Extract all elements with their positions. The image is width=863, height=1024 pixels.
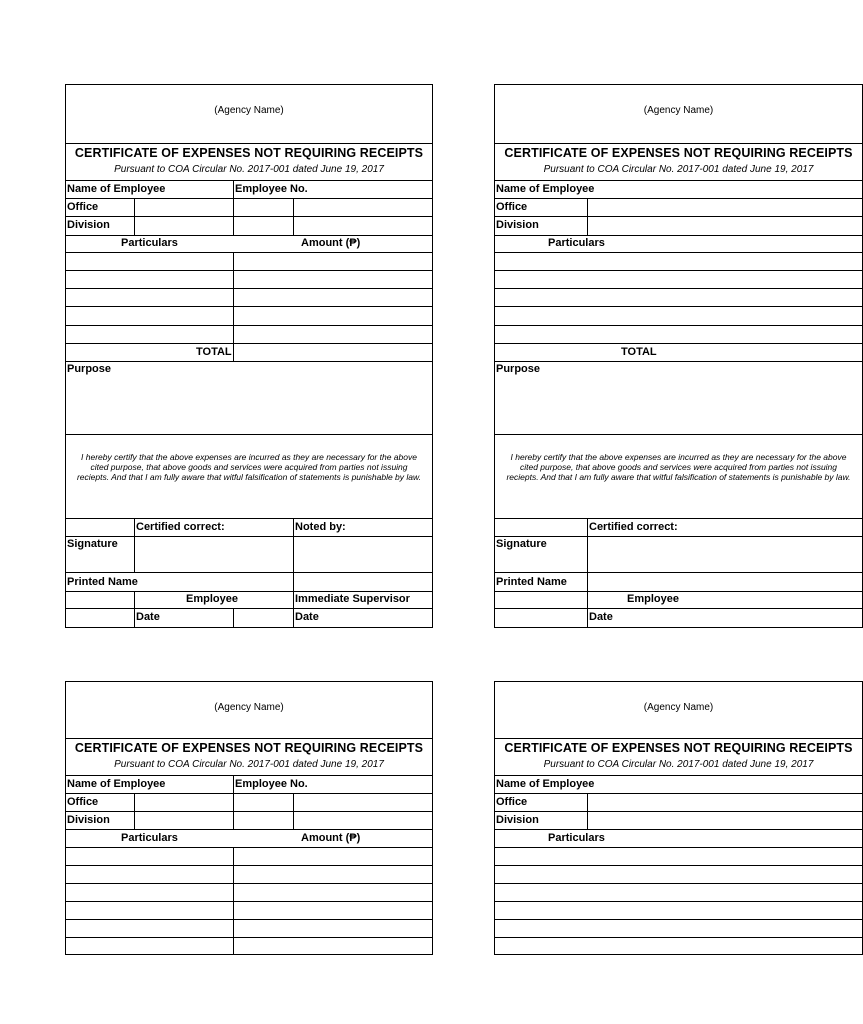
employee-no-label: Employee No. [235, 183, 308, 195]
particulars-header: Particulars [548, 832, 605, 844]
signature-label: Signature [496, 538, 547, 550]
employee-label: Employee [186, 593, 238, 605]
particulars-header: Particulars [121, 832, 178, 844]
name-of-employee-label: Name of Employee [496, 778, 595, 790]
amount-header: Amount (₱) [301, 832, 361, 844]
certificate-form-top-right [494, 84, 853, 646]
employee-date-label: Date [136, 611, 160, 623]
certificate-form-top-left [65, 84, 434, 646]
name-of-employee-label: Name of Employee [67, 183, 166, 195]
amount-header: Amount (₱) [301, 237, 361, 249]
office-label: Office [67, 796, 99, 808]
employee-no-label: Employee No. [235, 778, 308, 790]
pursuant-text: Pursuant to COA Circular No. 2017-001 dated June 19, 2017 [543, 759, 814, 770]
form-title: CERTIFICATE OF EXPENSES NOT REQUIRING RECEIPTS [74, 146, 424, 160]
total-label: TOTAL [621, 346, 657, 358]
name-of-employee-label: Name of Employee [496, 183, 595, 195]
certification-text: I hereby certify that the above expenses are incurred as they are necessary for the above cited purpose, that above goods and services were acquired from parties not issuing reciepts. And that I am fully aware that witful falsification of statements is punishable by law. [506, 452, 851, 482]
form-title: CERTIFICATE OF EXPENSES NOT REQUIRING RECEIPTS [504, 741, 853, 755]
name-of-employee-label: Name of Employee [67, 778, 166, 790]
total-label: TOTAL [196, 346, 232, 358]
printed-name-label: Printed Name [496, 576, 567, 588]
pursuant-text: Pursuant to COA Circular No. 2017-001 dated June 19, 2017 [543, 164, 814, 175]
division-label: Division [67, 814, 110, 826]
division-label: Division [67, 219, 110, 231]
employee-date-label: Date [589, 611, 613, 623]
agency-name: (Agency Name) [214, 702, 284, 713]
office-label: Office [496, 201, 528, 213]
immediate-supervisor-label: Immediate Supervisor [295, 593, 410, 605]
division-label: Division [496, 814, 539, 826]
office-label: Office [67, 201, 99, 213]
purpose-label: Purpose [67, 363, 112, 375]
agency-name: (Agency Name) [643, 105, 714, 116]
office-label: Office [496, 796, 528, 808]
printed-name-label: Printed Name [67, 576, 138, 588]
certificate-form-bottom-right [494, 681, 853, 957]
particulars-header: Particulars [121, 237, 178, 249]
certificate-form-bottom-left [65, 681, 434, 957]
pursuant-text: Pursuant to COA Circular No. 2017-001 dated June 19, 2017 [114, 759, 384, 770]
employee-label: Employee [627, 593, 679, 605]
supervisor-date-label: Date [295, 611, 319, 623]
certification-text: I hereby certify that the above expenses are incurred as they are necessary for the above cited purpose, that above goods and services were acquired from parties not issuing reciepts. And that I am fully aware that witful falsification of statements is punishable by law. [76, 452, 422, 482]
certified-correct-label: Certified correct: [136, 521, 225, 533]
division-label: Division [496, 219, 539, 231]
pursuant-text: Pursuant to COA Circular No. 2017-001 dated June 19, 2017 [114, 164, 384, 175]
form-title: CERTIFICATE OF EXPENSES NOT REQUIRING RECEIPTS [504, 146, 853, 160]
certified-correct-label: Certified correct: [589, 521, 678, 533]
signature-label: Signature [67, 538, 118, 550]
purpose-label: Purpose [496, 363, 541, 375]
noted-by-label: Noted by: [295, 521, 346, 533]
agency-name: (Agency Name) [643, 702, 714, 713]
agency-name: (Agency Name) [214, 105, 284, 116]
form-title: CERTIFICATE OF EXPENSES NOT REQUIRING RECEIPTS [74, 741, 424, 755]
particulars-header: Particulars [548, 237, 605, 249]
